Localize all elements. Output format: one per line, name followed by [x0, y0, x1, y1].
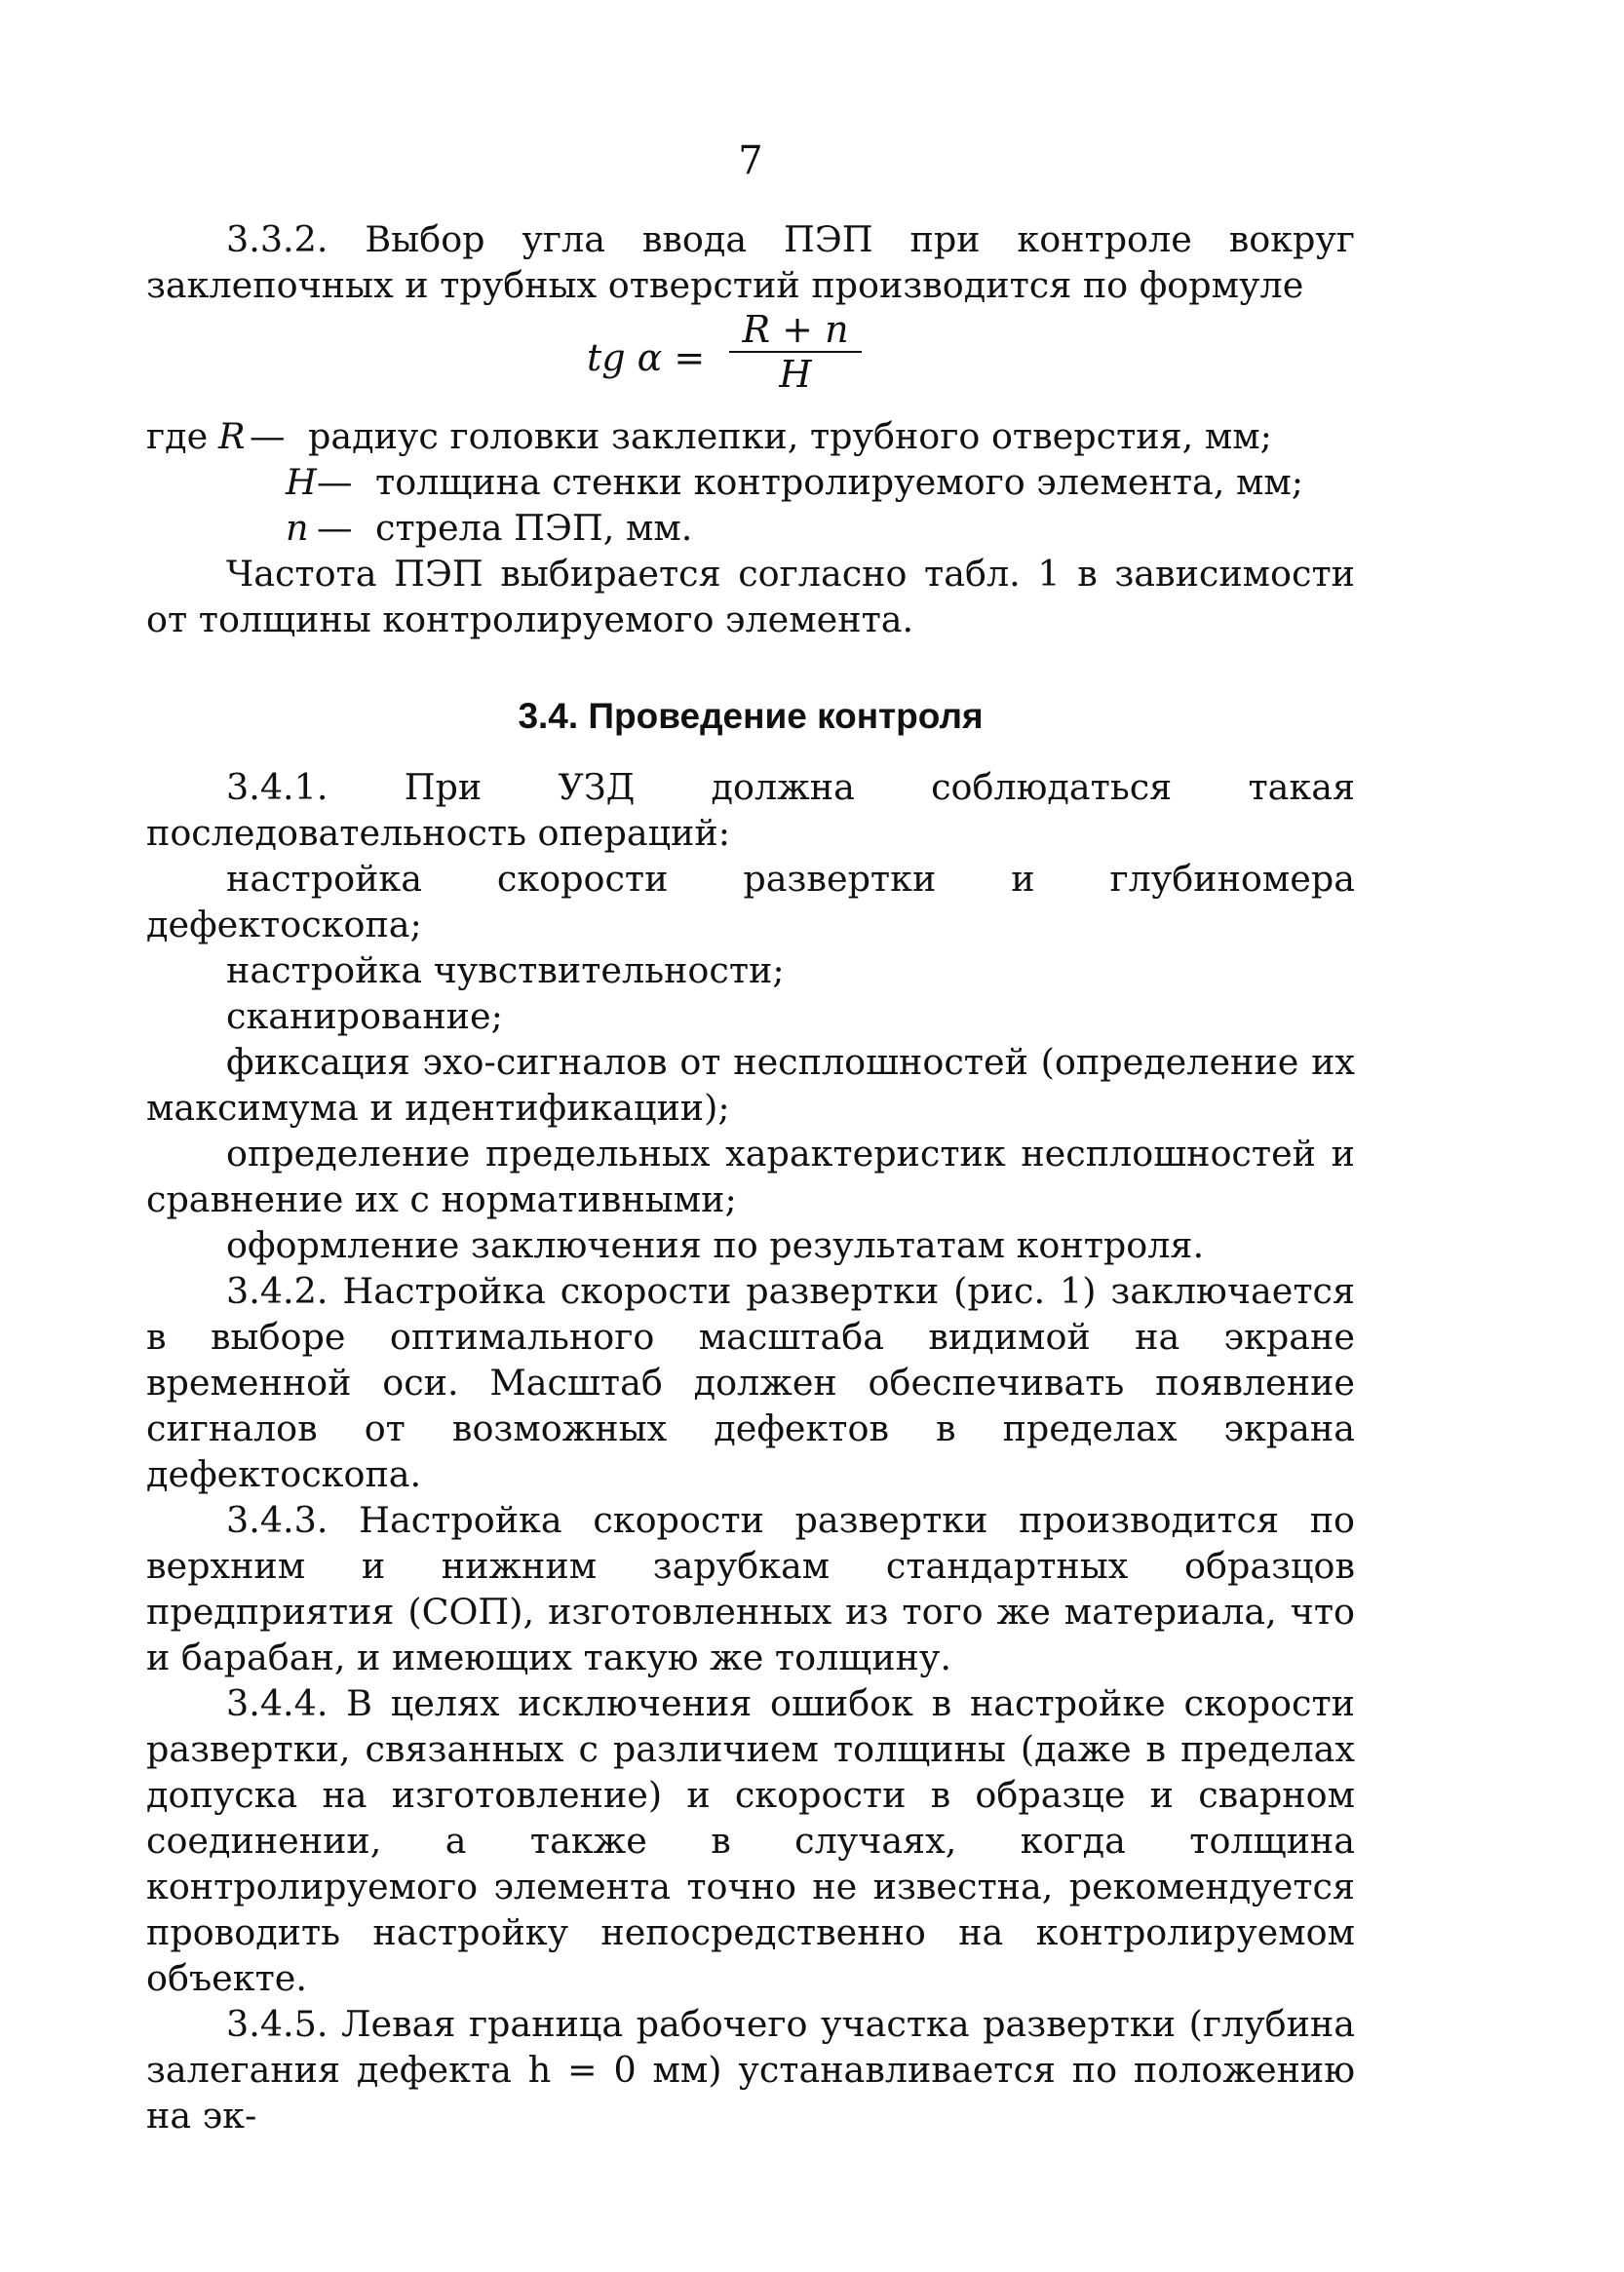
legend-text: стрела ПЭП, мм. — [375, 507, 693, 549]
legend-dash: — — [317, 507, 353, 549]
formula-lhs: tg α = — [587, 336, 706, 379]
page-number: 7 — [738, 138, 763, 183]
document-page — [146, 0, 1355, 2272]
operation-item: настройка чувствительности; — [226, 949, 785, 991]
legend-text: радиус головки заклепки, трубного отверстия, мм; — [308, 415, 1272, 457]
legend-row — [146, 459, 1355, 505]
formula-numerator: R + n — [729, 308, 862, 353]
legend-row — [146, 505, 1355, 551]
paragraph-frequency: Частота ПЭП выбирается согласно табл. 1 в зависимости от толщины контролируемого элемента. — [146, 553, 1355, 640]
formula-fraction — [729, 308, 862, 396]
paragraph-3-4-3: 3.4.3. Настройка скорости развертки производится по верхним и нижним зарубкам стандартных образцов предприятия (СОП), изготовленных из того же материала, что и барабан, и имеющих такую же толщину. — [146, 1499, 1355, 1678]
formula-angle — [146, 308, 1355, 413]
paragraph-3-4-1: 3.4.1. При УЗД должна соблюдаться такая последовательность операций: — [146, 766, 1355, 854]
operation-item: фиксация эхо-сигналов от несплошностей (определение их максимума и идентификации); — [146, 1041, 1355, 1129]
legend-text: толщина стенки контролируемого элемента, мм; — [375, 461, 1304, 503]
paragraph-3-3-2: 3.3.2. Выбор угла ввода ПЭП при контроле вокруг заклепочных и трубных отверстий производится по формуле — [146, 218, 1355, 306]
operation-item: сканирование; — [226, 995, 503, 1037]
paragraph-3-4-4: 3.4.4. В целях исключения ошибок в настройке скорости развертки, связанных с различием толщины (даже в пределах допуска на изготовление) и скорости в образце и сварном соединении, а также в случаях, когда толщина контролируемого элемента точно не известна, рекомендуется проводить настройку непосредственно на контролируемом объекте. — [146, 1682, 1355, 1999]
legend-symbol: R — [218, 415, 246, 457]
legend-dash: — — [317, 461, 353, 503]
page-body — [146, 216, 1355, 2138]
formula-legend — [146, 413, 1355, 551]
legend-symbol: n — [286, 507, 309, 549]
section-heading: 3.4. Проведение контроля — [518, 696, 984, 736]
legend-row — [146, 413, 1355, 459]
paragraph-3-4-2: 3.4.2. Настройка скорости развертки (рис. 1) заключается в выборе оптимального масштаба видимой на экране временной оси. Масштаб должен обеспечивать появление сигналов от возможных дефектов в пределах экрана дефектоскопа. — [146, 1270, 1355, 1495]
paragraph-3-4-5: 3.4.5. Левая граница рабочего участка развертки (глубина залегания дефекта h = 0 мм) устанавливается по положению на эк- — [146, 2003, 1355, 2137]
legend-dash: — — [250, 415, 286, 457]
legend-lead: где — [146, 415, 209, 457]
operation-item: определение предельных характеристик несплошностей и сравнение их с нормативными; — [146, 1133, 1355, 1220]
operation-item: оформление заключения по результатам контроля. — [226, 1224, 1205, 1266]
formula-denominator: H — [779, 353, 812, 396]
legend-symbol: H — [286, 461, 317, 503]
operation-item: настройка скорости развертки и глубиномера дефектоскопа; — [146, 858, 1355, 945]
